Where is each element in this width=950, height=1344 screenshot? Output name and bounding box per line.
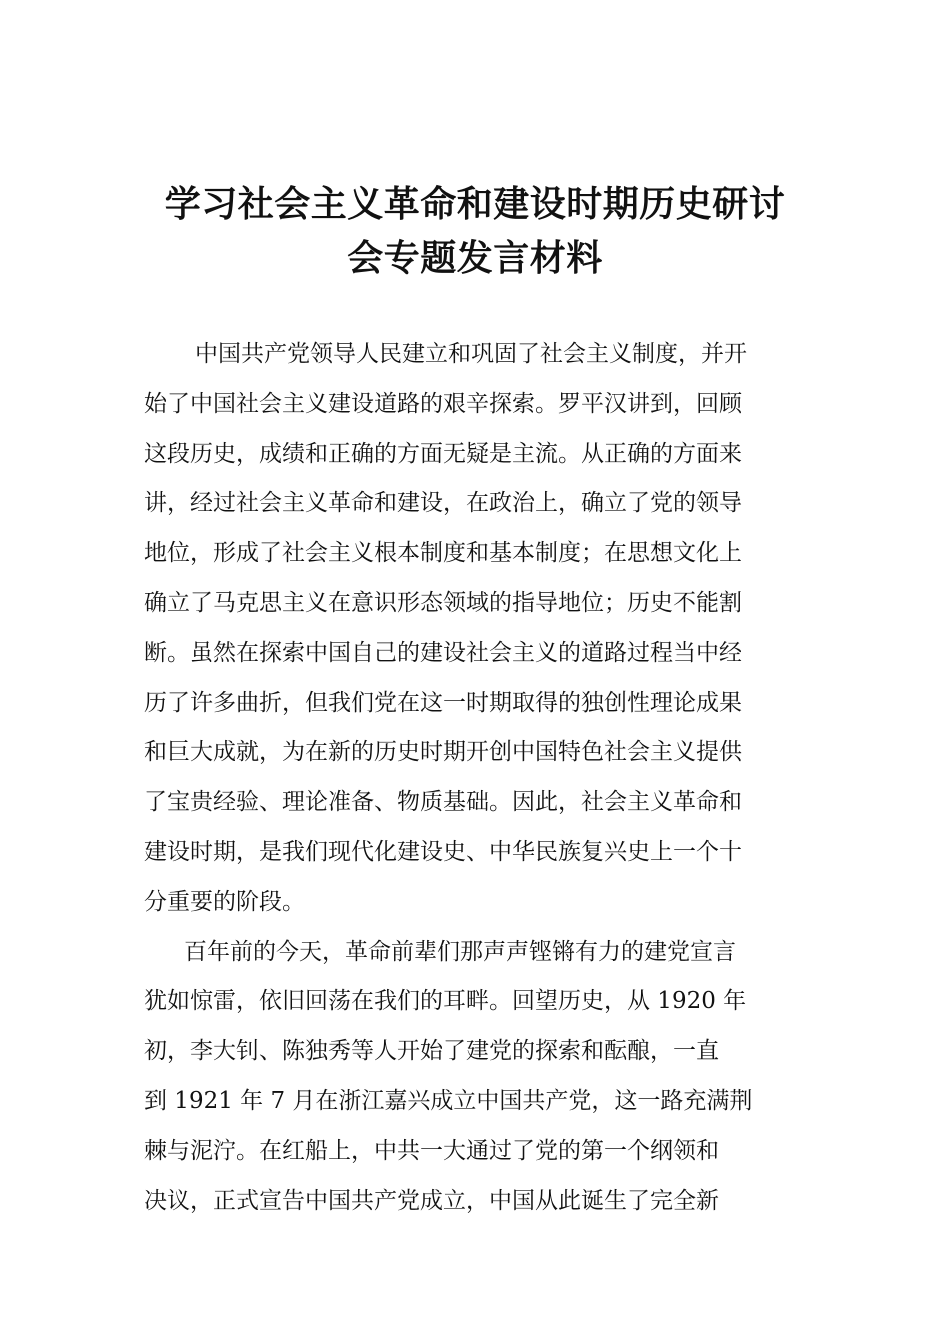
text-line: 犹如惊雷，依旧回荡在我们的耳畔。回望历史，从 1920 年	[144, 988, 747, 1015]
text-line: 断。虽然在探索中国自己的建设社会主义的道路过程当中经	[144, 639, 742, 666]
text-line: 决议，正式宣告中国共产党成立，中国从此诞生了完全新	[144, 1187, 719, 1214]
text-line: 历了许多曲折，但我们党在这一时期取得的独创性理论成果	[144, 689, 742, 716]
text-line: 中国共产党领导人民建立和巩固了社会主义制度，并开	[195, 341, 747, 367]
text-line: 初，李大钊、陈独秀等人开始了建党的探索和酝酿，一直	[144, 1038, 719, 1065]
text-line: 确立了马克思主义在意识形态领域的指导地位；历史不能割	[144, 589, 742, 616]
text-line: 和巨大成就，为在新的历史时期开创中国特色社会主义提供	[144, 739, 742, 766]
text-line: 了宝贵经验、理论准备、物质基础。因此，社会主义革命和	[144, 789, 742, 816]
title-line: 学习社会主义革命和建设时期历史研讨	[164, 184, 786, 225]
text-line: 地位，形成了社会主义根本制度和基本制度；在思想文化上	[144, 540, 742, 567]
document-title	[100, 178, 850, 286]
document-body	[144, 330, 824, 1226]
text-line: 百年前的今天，革命前辈们那声声铿锵有力的建党宣言	[184, 938, 736, 965]
text-line: 建设时期，是我们现代化建设史、中华民族复兴史上一个十	[144, 838, 742, 865]
text-line: 到 1921 年 7 月在浙江嘉兴成立中国共产党，这一路充满荆	[144, 1087, 753, 1114]
text-line: 这段历史，成绩和正确的方面无疑是主流。从正确的方面来	[144, 440, 742, 467]
paragraph-1	[144, 330, 824, 928]
text-line: 分重要的阶段。	[144, 888, 305, 915]
title-line: 会专题发言材料	[347, 238, 603, 279]
text-line: 始了中国社会主义建设道路的艰辛探索。罗平汉讲到，回顾	[144, 390, 742, 417]
text-line: 棘与泥泞。在红船上，中共一大通过了党的第一个纲领和	[144, 1137, 719, 1164]
text-line: 讲，经过社会主义革命和建设，在政治上，确立了党的领导	[144, 490, 742, 517]
paragraph-2	[144, 928, 824, 1227]
